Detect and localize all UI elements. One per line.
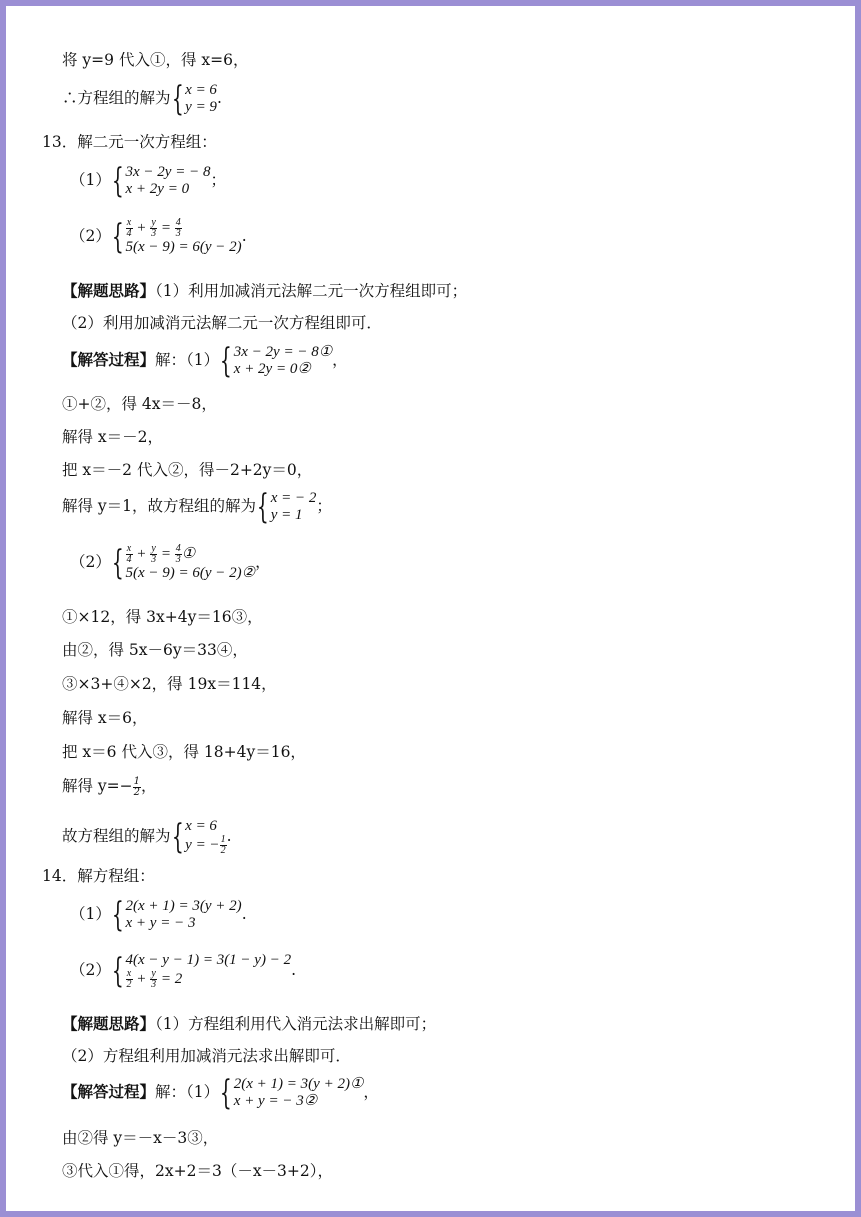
step-y-result: 解得 y=− $\frac{1}{2}$ ，	[62, 775, 157, 798]
q13-solution-part-2: （2）{ $\frac{x}{4}$ + $\frac{y}{3}$ = $\frac{4}{3}$ ① 5(x − 9) = 6(y − 2)② ，	[70, 543, 271, 583]
q13-part-2: （2）{ $\frac{x}{4}$ + $\frac{y}{3}$ = $\frac{4}{3}$ 5(x − 9) = 6(y − 2) .	[70, 217, 247, 257]
q14-hint-2: （2）方程组利用加减消元法求出解即可．	[62, 1047, 351, 1065]
q14-part-1: （1）{ 2(x + 1) = 3(y + 2) x + y = − 3 .	[70, 895, 247, 935]
q14-step-from-2: 由②得 y＝－x－3③，	[62, 1129, 219, 1147]
line-substitute-y9: 将 y=9 代入①，得 x=6，	[62, 51, 249, 69]
q14-solution-start: 【解答过程】解：（1）{ 2(x + 1) = 3(y + 2)① x + y = − 3② ，	[62, 1073, 379, 1113]
q14-hint-1: 【解题思路】（1）方程组利用代入消元法求出解即可；	[62, 1014, 437, 1033]
step-multiply-12: ①×12，得 3x+4y＝16③，	[62, 608, 263, 626]
q14-step-substitute: ③代入①得，2x+2＝3（－x－3+2），	[62, 1162, 334, 1180]
q14-part-2: （2）{ 4(x − y − 1) = 3(1 − y) − 2 $\frac{x}{2}$ + $\frac{y}{3}$ = 2 .	[70, 951, 297, 991]
step-solve-x: 解得 x＝－2，	[62, 428, 164, 446]
step-solution-2: 故方程组的解为{ x = 6 y = − $\frac{1}{2}$ .	[62, 817, 232, 857]
line-solution-12: ∴方程组的解为{ x = 6 y = 9 .	[62, 79, 222, 119]
q13-hint-1: 【解题思路】（1）利用加减消元法解二元一次方程组即可；	[62, 281, 468, 300]
q13-hint-2: （2）利用加减消元法解二元一次方程组即可．	[62, 314, 382, 332]
q13-part-1: （1）{ 3x − 2y = − 8 x + 2y = 0 ；	[70, 161, 226, 201]
step-from-2: 由②，得 5x－6y＝33④，	[62, 641, 248, 659]
step-substitute-x: 把 x＝－2 代入②，得－2+2y＝0，	[62, 461, 313, 479]
step-add-equations: ①+②，得 4x＝－8，	[62, 395, 217, 413]
question-13-title: 13．解二元一次方程组：	[42, 133, 217, 151]
step-combine: ③×3+④×2，得 19x＝114，	[62, 675, 277, 693]
q13-solution-start: 【解答过程】解：（1）{ 3x − 2y = − 8① x + 2y = 0② ，	[62, 341, 348, 381]
step-x-equals-6: 解得 x＝6，	[62, 709, 148, 727]
document-page	[6, 6, 855, 1211]
step-substitute-6: 把 x＝6 代入③，得 18+4y＝16，	[62, 743, 306, 761]
question-14-title: 14．解方程组：	[42, 867, 155, 885]
step-solution-1: 解得 y＝1，故方程组的解为{ x = − 2 y = 1 ；	[62, 487, 332, 527]
